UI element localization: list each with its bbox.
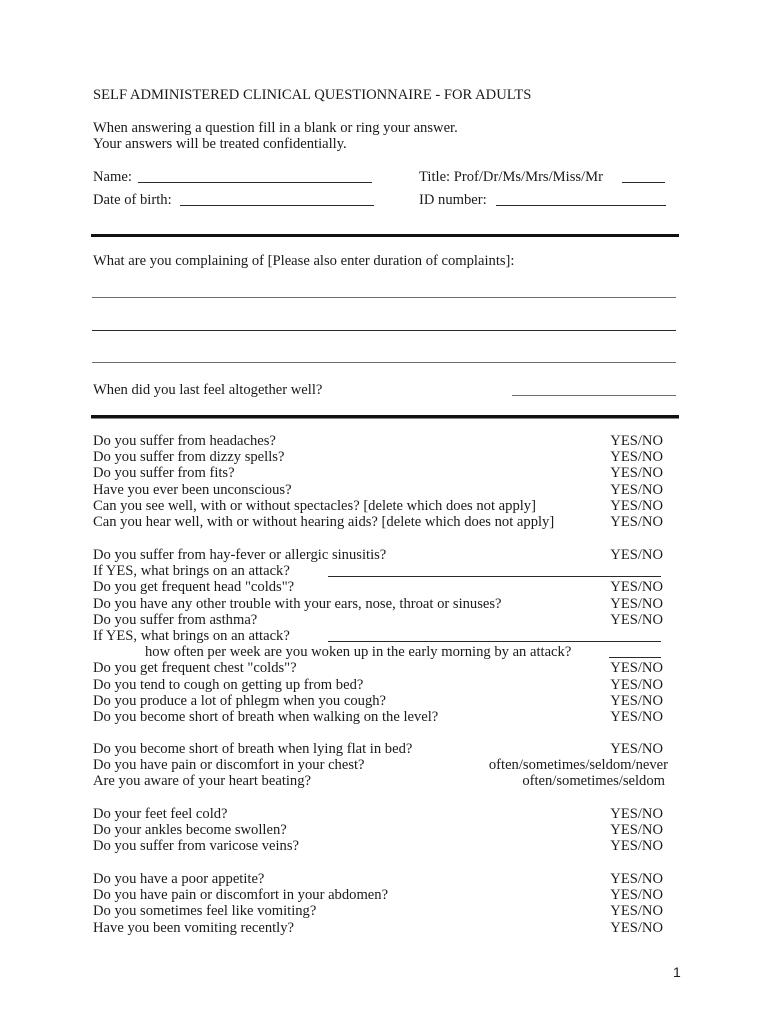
- yes-no-answer[interactable]: YES/NO: [610, 497, 663, 514]
- question-row: [93, 514, 663, 530]
- yes-no-answer[interactable]: YES/NO: [610, 676, 663, 693]
- question-group-cardiac: [93, 741, 668, 790]
- yes-no-answer[interactable]: YES/NO: [610, 547, 663, 563]
- question-text: If YES, what brings on an attack?: [93, 563, 290, 580]
- yes-no-answer[interactable]: YES/NO: [610, 611, 663, 628]
- name-label: Name:: [93, 169, 132, 185]
- question-group-circulation: [93, 806, 663, 855]
- question-text: Do you become short of breath when walking on the level?: [93, 708, 439, 725]
- question-text: Have you ever been unconscious?: [93, 481, 292, 498]
- yes-no-answer[interactable]: YES/NO: [610, 692, 663, 709]
- complaint-line-2[interactable]: [92, 330, 676, 331]
- question-row: [93, 465, 663, 481]
- question-row: [93, 596, 663, 612]
- id-label: ID number:: [419, 192, 487, 208]
- question-row: [93, 677, 663, 693]
- question-text: Do you suffer from dizzy spells?: [93, 449, 285, 466]
- question-row: [93, 822, 663, 838]
- complaint-line-3[interactable]: [92, 362, 676, 363]
- instruction-line-2: Your answers will be treated confidentially.: [93, 136, 347, 152]
- question-row: [93, 498, 663, 514]
- yes-no-answer[interactable]: YES/NO: [610, 433, 663, 449]
- question-row: [93, 660, 663, 676]
- yes-no-answer[interactable]: YES/NO: [610, 919, 663, 936]
- question-row: [93, 693, 663, 709]
- question-text: Do your ankles become swollen?: [93, 822, 287, 839]
- yes-no-answer[interactable]: YES/NO: [610, 806, 663, 822]
- question-row: [93, 838, 663, 854]
- question-text: Do you have a poor appetite?: [93, 871, 265, 887]
- question-text: Can you see well, with or without spectacles? [delete which does not apply]: [93, 497, 536, 514]
- dob-label: Date of birth:: [93, 192, 172, 208]
- question-row: [93, 757, 668, 773]
- instruction-line-1: When answering a question fill in a blank or ring your answer.: [93, 120, 458, 136]
- question-group-respiratory: [93, 547, 663, 725]
- question-text: Do you become short of breath when lying flat in bed?: [93, 741, 413, 757]
- question-text: Do you sometimes feel like vomiting?: [93, 903, 317, 920]
- question-row: [93, 903, 663, 919]
- question-row: [93, 644, 663, 660]
- question-text: If YES, what brings on an attack?: [93, 627, 290, 644]
- question-text: Have you been vomiting recently?: [93, 919, 294, 936]
- question-text: how often per week are you woken up in the early morning by an attack?: [145, 644, 572, 661]
- question-row: [93, 482, 663, 498]
- question-text: Do you have any other trouble with your ears, nose, throat or sinuses?: [93, 595, 502, 612]
- question-text: Do you tend to cough on getting up from bed?: [93, 676, 364, 693]
- question-row: [93, 871, 663, 887]
- dob-field[interactable]: [180, 205, 374, 206]
- question-row: [93, 433, 663, 449]
- title-field[interactable]: [622, 182, 665, 183]
- question-row: [93, 563, 663, 579]
- question-group-neuro: [93, 433, 663, 530]
- question-text: Do you suffer from headaches?: [93, 433, 276, 449]
- yes-no-answer[interactable]: YES/NO: [610, 595, 663, 612]
- asthma-trigger-field[interactable]: [328, 641, 661, 642]
- question-text: Do you suffer from fits?: [93, 465, 235, 482]
- title-label: Title: Prof/Dr/Ms/Mrs/Miss/Mr: [419, 169, 603, 185]
- name-field[interactable]: [138, 182, 372, 183]
- yes-no-answer[interactable]: YES/NO: [610, 465, 663, 482]
- question-text: Do you get frequent chest "colds"?: [93, 660, 297, 677]
- yes-no-answer[interactable]: YES/NO: [610, 579, 663, 596]
- page-number: 1: [673, 964, 681, 980]
- yes-no-answer[interactable]: YES/NO: [610, 887, 663, 904]
- question-text: Can you hear well, with or without hearing aids? [delete which does not apply]: [93, 513, 555, 530]
- question-row: [93, 806, 663, 822]
- id-field[interactable]: [496, 205, 666, 206]
- question-row: [93, 449, 663, 465]
- frequency-answer[interactable]: often/sometimes/seldom: [522, 773, 665, 790]
- section-divider: [91, 415, 679, 418]
- question-text: Do you suffer from hay-fever or allergic sinusitis?: [93, 547, 387, 563]
- last-well-field[interactable]: [512, 395, 676, 396]
- yes-no-answer[interactable]: YES/NO: [610, 838, 663, 855]
- question-row: [93, 628, 663, 644]
- yes-no-answer[interactable]: YES/NO: [610, 513, 663, 530]
- yes-no-answer[interactable]: YES/NO: [610, 449, 663, 466]
- question-text: Do you suffer from varicose veins?: [93, 838, 300, 855]
- last-well-prompt: When did you last feel altogether well?: [93, 382, 323, 398]
- complaints-prompt: What are you complaining of [Please also enter duration of complaints]:: [93, 253, 515, 269]
- question-text: Do your feet feel cold?: [93, 806, 228, 822]
- yes-no-answer[interactable]: YES/NO: [610, 660, 663, 677]
- question-row: [93, 612, 663, 628]
- question-row: [93, 709, 663, 725]
- attack-trigger-field[interactable]: [328, 576, 661, 577]
- yes-no-answer[interactable]: YES/NO: [610, 903, 663, 920]
- question-text: Do you have pain or discomfort in your chest?: [93, 757, 365, 774]
- yes-no-answer[interactable]: YES/NO: [610, 481, 663, 498]
- question-row: [93, 887, 663, 903]
- yes-no-answer[interactable]: YES/NO: [610, 822, 663, 839]
- document-title: SELF ADMINISTERED CLINICAL QUESTIONNAIRE - FOR ADULTS: [93, 87, 532, 103]
- question-text: Do you produce a lot of phlegm when you cough?: [93, 692, 387, 709]
- question-text: Do you have pain or discomfort in your abdomen?: [93, 887, 389, 904]
- question-row: [93, 741, 668, 757]
- question-row: [93, 579, 663, 595]
- complaint-line-1[interactable]: [92, 297, 676, 298]
- frequency-answer[interactable]: often/sometimes/seldom/never: [488, 757, 668, 774]
- question-text: Do you get frequent head "colds"?: [93, 579, 295, 596]
- question-text: Do you suffer from asthma?: [93, 611, 258, 628]
- question-row: [93, 773, 668, 789]
- question-row: [93, 920, 663, 936]
- attacks-per-week-field[interactable]: [609, 657, 661, 658]
- question-group-digestive: [93, 871, 663, 936]
- yes-no-answer[interactable]: YES/NO: [610, 708, 663, 725]
- yes-no-answer[interactable]: YES/NO: [610, 741, 663, 757]
- question-text: Are you aware of your heart beating?: [93, 773, 311, 790]
- section-divider: [91, 234, 679, 237]
- yes-no-answer[interactable]: YES/NO: [610, 871, 663, 887]
- question-row: [93, 547, 663, 563]
